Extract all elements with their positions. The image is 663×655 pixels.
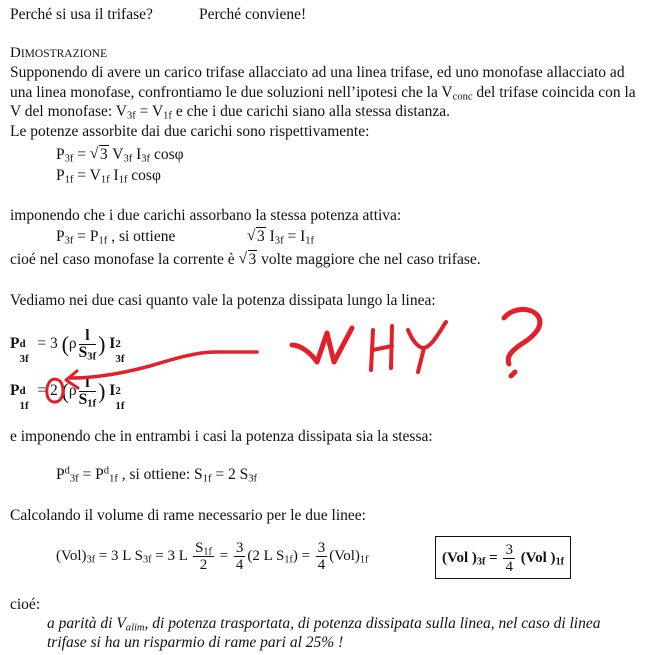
copper-volume-expression: $(Vol)_{3f} = 3$ L $S_{3f} = 3$ L $\frac{S_{1f}}{2}$ = $\frac{3}{4}$ (2 L $S_{1f}$) = $\frac{3}{4}$ $(Vol)_{1f}$ — [56, 540, 369, 573]
header-question: Perché si usa il trifase? — [10, 6, 153, 23]
intro-line-1: Supponendo di avere un carico trifase allacciato ad una linea trifase, ed uno monofase allacciato ad — [10, 64, 625, 81]
intro-paragraph — [10, 63, 655, 141]
equal-power-rhs: √ 3 $I_{3f} = I_{1f}$ — [247, 228, 314, 246]
equal-power-intro: imponendo che i due carichi assorbano la stessa potenza attiva: — [10, 207, 402, 224]
conclusion-text: a parità di $V_{alim}$, di potenza trasportata, di potenza dissipata sulla linea, nel caso di linea trifase si ha un risparmio di rame pari al 25% ! — [47, 615, 601, 651]
intro-line-3: V del monofase: $V_{3f} = V_{1f}$ e che i due carichi siano alla stessa distanza. — [10, 103, 450, 122]
equal-power-lhs: $P_{3f} = P_{1f}$ , si ottiene — [56, 228, 176, 247]
formula-pd-1f: P d 1f = 2 (ρ $\frac{l}{S_{1f}}$ ) I 2 1f — [10, 374, 125, 413]
sqrt-symbol: √ 3 — [247, 228, 266, 246]
equal-dissipation-intro: e imponendo che in entrambi i casi la potenza dissipata sia la stessa: — [10, 428, 433, 445]
sqrt-symbol: √ 3 — [239, 251, 258, 269]
equal-power-conclusion: cioé nel caso monofase la corrente è √ 3 volte maggiore che nel caso trifase. — [10, 251, 481, 269]
why-text-icon — [292, 309, 540, 376]
formula-p1f: $P_{1f} = V_{1f}$ $I_{1f}$ cosφ — [56, 167, 161, 186]
intro-line-2: una linea monofase, confrontiamo le due soluzioni nell’ipotesi che la $V_{conc}$ del trifase coincida con la — [10, 83, 636, 103]
formula-p3f: $P_{3f}$ = √ 3 $V_{3f}$ $I_{3f}$ cosφ — [56, 146, 184, 164]
boxed-result: (Vol )$_{3f}$ = $\frac{3}{4}$ (Vol )$_{1f}$ — [435, 536, 571, 579]
header-answer: Perché conviene! — [199, 6, 307, 23]
copper-volume-intro: Calcolando il volume di rame necessario per le due linee: — [10, 507, 366, 524]
conclusion-label: cioé: — [10, 596, 41, 613]
intro-line-4: Le potenze assorbite dai due carichi sono rispettivamente: — [10, 122, 370, 140]
section-title: DIMOSTRAZIONE — [10, 45, 108, 61]
dissipated-intro: Vediamo nei due casi quanto vale la potenza dissipata lungo la linea: — [10, 292, 436, 309]
equal-dissipation-formula: $P^d_{3f} = P^d_{1f}$ , si ottiene: $S_{1f} = 2$ $S_{3f}$ — [56, 465, 257, 485]
sqrt-symbol: √ 3 — [90, 146, 109, 164]
formula-pd-3f: P d 3f = 3 (ρ $\frac{l}{S_{3f}}$ ) I 2 3f — [10, 327, 125, 366]
